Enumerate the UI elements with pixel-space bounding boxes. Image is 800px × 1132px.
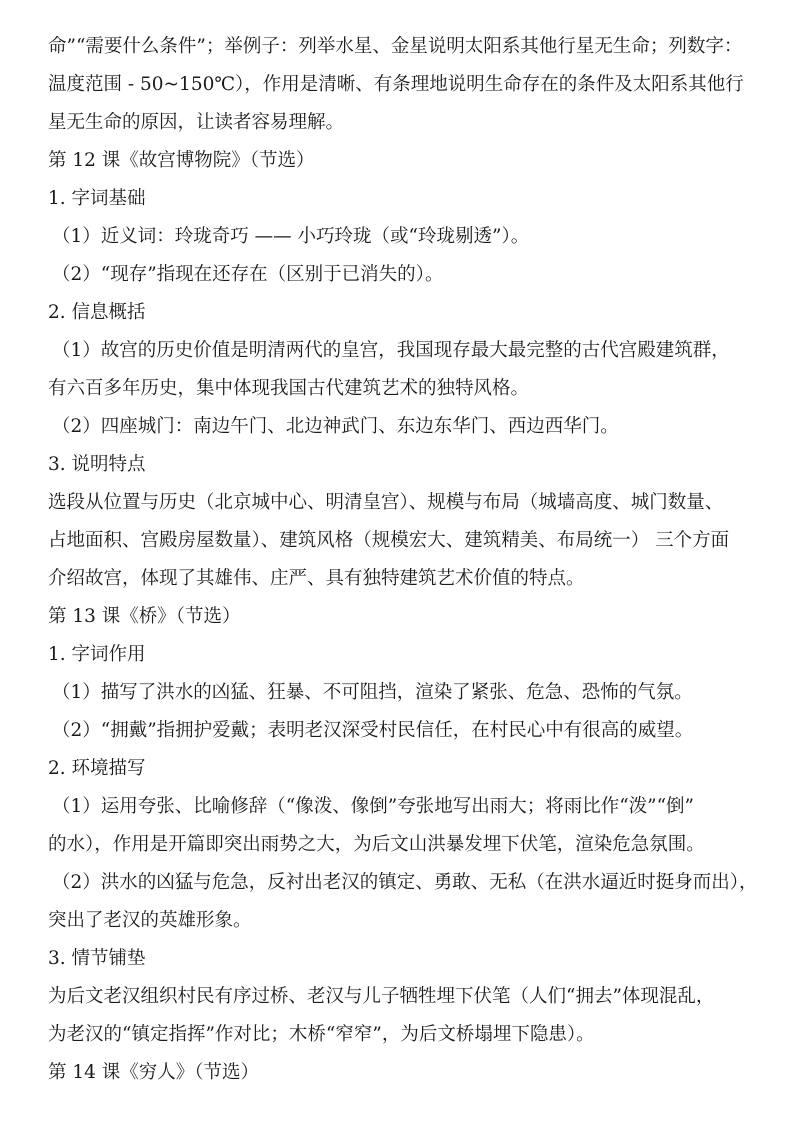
text-line: 星无生命的原因，让读者容易理解。	[48, 112, 345, 133]
section-heading: 3. 情节铺垫	[48, 948, 146, 969]
text-line: 的水），作用是开篇即突出雨势之大，为后文山洪暴发埋下伏笔，渲染危急氛围。	[48, 834, 705, 855]
section-heading: 2. 信息概括	[48, 302, 146, 323]
text-line: （1）故宫的历史价值是明清两代的皇宫，我国现存最大最完整的古代宫殿建筑群，	[52, 340, 730, 361]
lesson-heading: 第 13 课《桥》（节选）	[48, 606, 241, 627]
text-line: 突出了老汉的英雄形象。	[48, 910, 252, 931]
text-line: （2）“拥戴”指拥护爱戴；表明老汉深受村民信任，在村民心中有很高的威望。	[52, 720, 694, 741]
text-line: （2）四座城门：南边午门、北边神武门、东边东华门、西边西华门。	[52, 416, 619, 437]
text-line: （2）“现存”指现在还存在（区别于已消失的）。	[52, 264, 444, 285]
text-line: （2）洪水的凶猛与危急，反衬出老汉的镇定、勇敢、无私（在洪水逼近时挺身而出），	[52, 872, 758, 893]
text-line: （1）近义词：玲珑奇巧 —— 小巧玲珑（或“玲珑剔透”）。	[52, 226, 530, 247]
text-line: 温度范围 - 50~150℃），作用是清晰、有条理地说明生命存在的条件及太阳系其他行	[48, 74, 744, 95]
text-line: 有六百多年历史，集中体现我国古代建筑艺术的独特风格。	[48, 378, 530, 399]
text-line: 选段从位置与历史（北京城中心、明清皇宫）、规模与布局（城墙高度、城门数量、	[48, 492, 724, 513]
lesson-heading: 第 14 课《穷人》（节选）	[48, 1062, 260, 1083]
document-page	[48, 28, 764, 1092]
text-line: 占地面积、宫殿房屋数量）、建筑风格（规模宏大、建筑精美、布局统一） 三个方面	[48, 530, 730, 551]
text-line: （1）运用夸张、比喻修辞（“像泼、像倒”夸张地写出雨大；将雨比作“泼”“倒”	[52, 796, 695, 817]
text-line: 为老汉的“镇定指挥”作对比；木桥“窄窄”，为后文桥塌埋下隐患）。	[48, 1024, 595, 1045]
lesson-heading: 第 12 课《故宫博物院》（节选）	[48, 150, 315, 171]
text-line: 介绍故宫，体现了其雄伟、庄严、具有独特建筑艺术价值的特点。	[48, 568, 585, 589]
section-heading: 3. 说明特点	[48, 454, 146, 475]
section-heading: 1. 字词作用	[48, 644, 146, 665]
section-heading: 2. 环境描写	[48, 758, 146, 779]
text-line: 命”“需要什么条件”；举例子：列举水星、金星说明太阳系其他行星无生命；列数字：	[48, 36, 743, 57]
text-line: （1）描写了洪水的凶猛、狂暴、不可阻挡，渲染了紧张、危急、恐怖的气氛。	[52, 682, 693, 703]
text-line: 为后文老汉组织村民有序过桥、老汉与儿子牺牲埋下伏笔（人们“拥去”体现混乱，	[48, 986, 715, 1007]
section-heading: 1. 字词基础	[48, 188, 146, 209]
